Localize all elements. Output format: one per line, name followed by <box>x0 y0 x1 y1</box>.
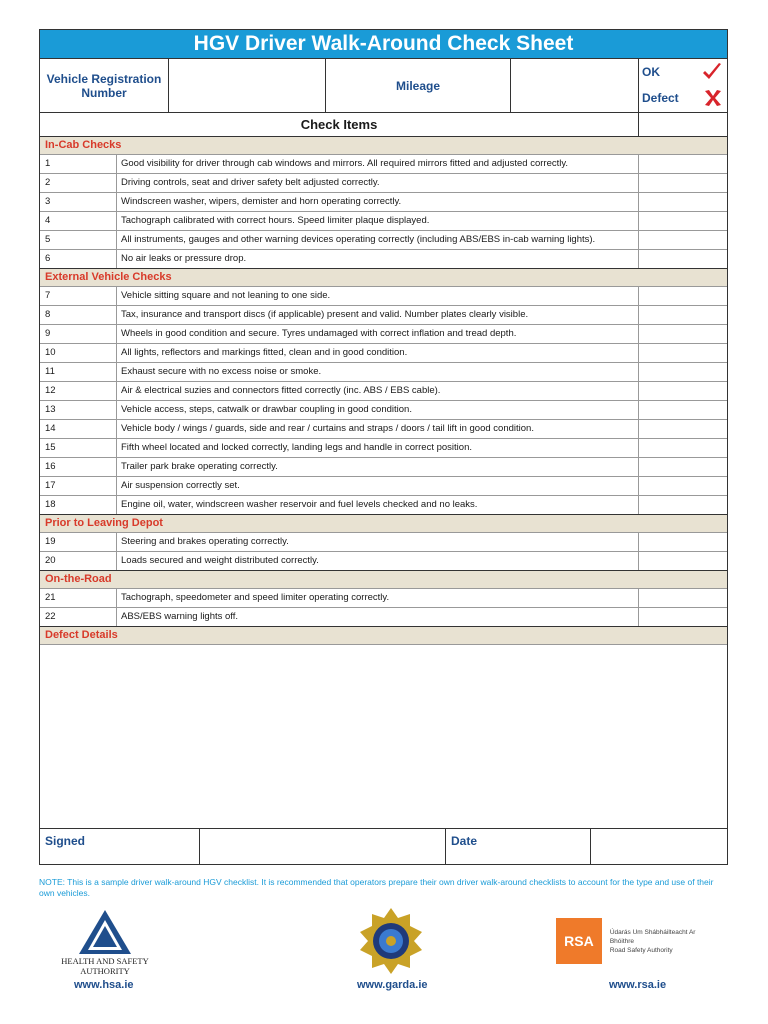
check-item-text: Exhaust secure with no excess noise or smoke. <box>117 363 639 381</box>
disclaimer-note: NOTE: This is a sample driver walk-around HGV checklist. It is recommended that operators prepare their own driver walk-around checklists to account for the type and use of their own vehicles. <box>39 877 714 898</box>
check-item-row <box>40 438 727 457</box>
rsa-mark: RSA <box>556 918 602 964</box>
check-item-row <box>40 362 727 381</box>
check-item-status-box[interactable] <box>639 608 727 626</box>
check-item-status-box[interactable] <box>639 477 727 495</box>
cross-icon <box>703 88 723 108</box>
check-item-status-box[interactable] <box>639 552 727 570</box>
header-row <box>40 58 727 112</box>
check-item-number: 3 <box>40 193 117 211</box>
hsa-logo <box>50 908 160 978</box>
vehicle-reg-label: Vehicle Registration Number <box>40 59 169 112</box>
check-item-status-box[interactable] <box>639 306 727 324</box>
check-item-status-box[interactable] <box>639 382 727 400</box>
check-item-row <box>40 607 727 626</box>
check-item-row <box>40 532 727 551</box>
check-item-text: Vehicle access, steps, catwalk or drawbar coupling in good condition. <box>117 401 639 419</box>
rsa-link[interactable]: www.rsa.ie <box>609 979 667 991</box>
check-item-text: Windscreen washer, wipers, demister and horn operating correctly. <box>117 193 639 211</box>
check-item-text: Tachograph, speedometer and speed limiter operating correctly. <box>117 589 639 607</box>
check-item-text: Trailer park brake operating correctly. <box>117 458 639 476</box>
date-field[interactable] <box>591 829 727 864</box>
check-item-text: Driving controls, seat and driver safety belt adjusted correctly. <box>117 174 639 192</box>
check-item-row <box>40 476 727 495</box>
check-item-row <box>40 324 727 343</box>
legend-defect-label: Defect <box>642 91 679 105</box>
check-item-row <box>40 343 727 362</box>
check-item-text: Tachograph calibrated with correct hours. Speed limiter plaque displayed. <box>117 212 639 230</box>
check-item-status-box[interactable] <box>639 231 727 249</box>
check-item-number: 9 <box>40 325 117 343</box>
rsa-logo <box>556 918 721 964</box>
section-heading: On-the-Road <box>40 570 727 588</box>
check-item-text: Engine oil, water, windscreen washer reservoir and fuel levels checked and no leaks. <box>117 496 639 514</box>
check-item-number: 14 <box>40 420 117 438</box>
garda-link[interactable]: www.garda.ie <box>357 979 428 991</box>
check-item-row <box>40 588 727 607</box>
check-items-header <box>40 112 727 136</box>
check-item-text: Fifth wheel located and locked correctly, landing legs and handle in correct position. <box>117 439 639 457</box>
check-item-row <box>40 381 727 400</box>
section-heading: External Vehicle Checks <box>40 268 727 286</box>
check-item-number: 8 <box>40 306 117 324</box>
check-item-number: 12 <box>40 382 117 400</box>
hsa-name-line2: AUTHORITY <box>80 966 130 976</box>
check-item-status-box[interactable] <box>639 533 727 551</box>
check-item-text: Steering and brakes operating correctly. <box>117 533 639 551</box>
rsa-name <box>610 928 721 955</box>
legend-defect <box>639 87 727 109</box>
check-items-label: Check Items <box>40 113 639 136</box>
check-item-status-box[interactable] <box>639 420 727 438</box>
check-item-number: 7 <box>40 287 117 305</box>
check-item-status-box[interactable] <box>639 174 727 192</box>
vehicle-reg-field[interactable] <box>169 59 326 112</box>
check-item-status-box[interactable] <box>639 458 727 476</box>
check-item-status-box[interactable] <box>639 212 727 230</box>
mileage-label: Mileage <box>326 59 511 112</box>
check-item-number: 4 <box>40 212 117 230</box>
check-item-status-box[interactable] <box>639 193 727 211</box>
check-item-row <box>40 173 727 192</box>
check-item-row <box>40 400 727 419</box>
check-item-number: 11 <box>40 363 117 381</box>
check-item-number: 20 <box>40 552 117 570</box>
check-item-text: All lights, reflectors and markings fitted, clean and in good condition. <box>117 344 639 362</box>
signed-field[interactable] <box>200 829 446 864</box>
legend-ok-label: OK <box>642 65 660 79</box>
check-item-text: Good visibility for driver through cab windows and mirrors. All required mirrors fitted and adjusted correctly. <box>117 155 639 173</box>
hsa-name-line1: HEALTH AND SAFETY <box>61 956 149 966</box>
check-sheet <box>39 29 728 865</box>
check-item-row <box>40 230 727 249</box>
garda-badge-icon <box>356 906 426 976</box>
check-item-row <box>40 211 727 230</box>
check-item-status-box[interactable] <box>639 496 727 514</box>
check-item-text: Air & electrical suzies and connectors fitted correctly (inc. ABS / EBS cable). <box>117 382 639 400</box>
check-item-text: Wheels in good condition and secure. Tyres undamaged with correct inflation and tread depth. <box>117 325 639 343</box>
check-item-text: Vehicle sitting square and not leaning to one side. <box>117 287 639 305</box>
check-item-text: All instruments, gauges and other warning devices operating correctly (including ABS/EBS in-cab warning lights). <box>117 231 639 249</box>
check-item-number: 10 <box>40 344 117 362</box>
check-item-status-box[interactable] <box>639 589 727 607</box>
check-item-number: 16 <box>40 458 117 476</box>
check-item-text: Tax, insurance and transport discs (if applicable) present and valid. Number plates clearly visible. <box>117 306 639 324</box>
mileage-field[interactable] <box>511 59 639 112</box>
check-item-status-box[interactable] <box>639 439 727 457</box>
check-item-row <box>40 286 727 305</box>
check-item-number: 5 <box>40 231 117 249</box>
check-item-row <box>40 457 727 476</box>
check-item-text: No air leaks or pressure drop. <box>117 250 639 268</box>
check-item-row <box>40 305 727 324</box>
check-item-status-box[interactable] <box>639 344 727 362</box>
check-item-number: 6 <box>40 250 117 268</box>
check-item-status-box[interactable] <box>639 287 727 305</box>
check-item-number: 18 <box>40 496 117 514</box>
check-sections <box>40 136 727 626</box>
check-items-header-box <box>639 113 727 136</box>
rsa-english-name: Road Safety Authority <box>609 946 673 954</box>
signature-row <box>40 828 727 864</box>
hsa-emblem-icon <box>75 908 135 956</box>
hsa-link[interactable]: www.hsa.ie <box>74 979 134 991</box>
check-item-number: 19 <box>40 533 117 551</box>
check-item-row <box>40 495 727 514</box>
check-item-row <box>40 154 727 173</box>
signed-label: Signed <box>40 829 200 864</box>
check-item-text: ABS/EBS warning lights off. <box>117 608 639 626</box>
check-item-status-box[interactable] <box>639 155 727 173</box>
check-item-status-box[interactable] <box>639 401 727 419</box>
check-item-text: Vehicle body / wings / guards, side and rear / curtains and straps / doors / tail lift in good condition. <box>117 420 639 438</box>
check-item-number: 15 <box>40 439 117 457</box>
check-item-number: 17 <box>40 477 117 495</box>
rsa-irish-name: Údarás Um Shábháilteacht Ar Bhóithre <box>609 928 696 945</box>
check-item-row <box>40 551 727 570</box>
sheet-title: HGV Driver Walk-Around Check Sheet <box>40 30 727 58</box>
check-item-row <box>40 249 727 268</box>
checkmark-icon <box>701 62 723 82</box>
section-heading: In-Cab Checks <box>40 136 727 154</box>
check-item-number: 1 <box>40 155 117 173</box>
check-item-number: 2 <box>40 174 117 192</box>
section-heading: Prior to Leaving Depot <box>40 514 727 532</box>
check-item-number: 13 <box>40 401 117 419</box>
check-item-status-box[interactable] <box>639 325 727 343</box>
check-item-status-box[interactable] <box>639 363 727 381</box>
defect-details-field[interactable] <box>40 644 727 828</box>
check-item-text: Loads secured and weight distributed correctly. <box>117 552 639 570</box>
garda-logo <box>356 906 426 976</box>
date-label: Date <box>446 829 591 864</box>
defect-details-heading: Defect Details <box>40 626 727 644</box>
check-item-row <box>40 192 727 211</box>
check-item-text: Air suspension correctly set. <box>117 477 639 495</box>
check-item-number: 22 <box>40 608 117 626</box>
legend-ok <box>639 61 727 83</box>
check-item-number: 21 <box>40 589 117 607</box>
check-item-status-box[interactable] <box>639 250 727 268</box>
check-item-row <box>40 419 727 438</box>
legend <box>639 59 727 112</box>
